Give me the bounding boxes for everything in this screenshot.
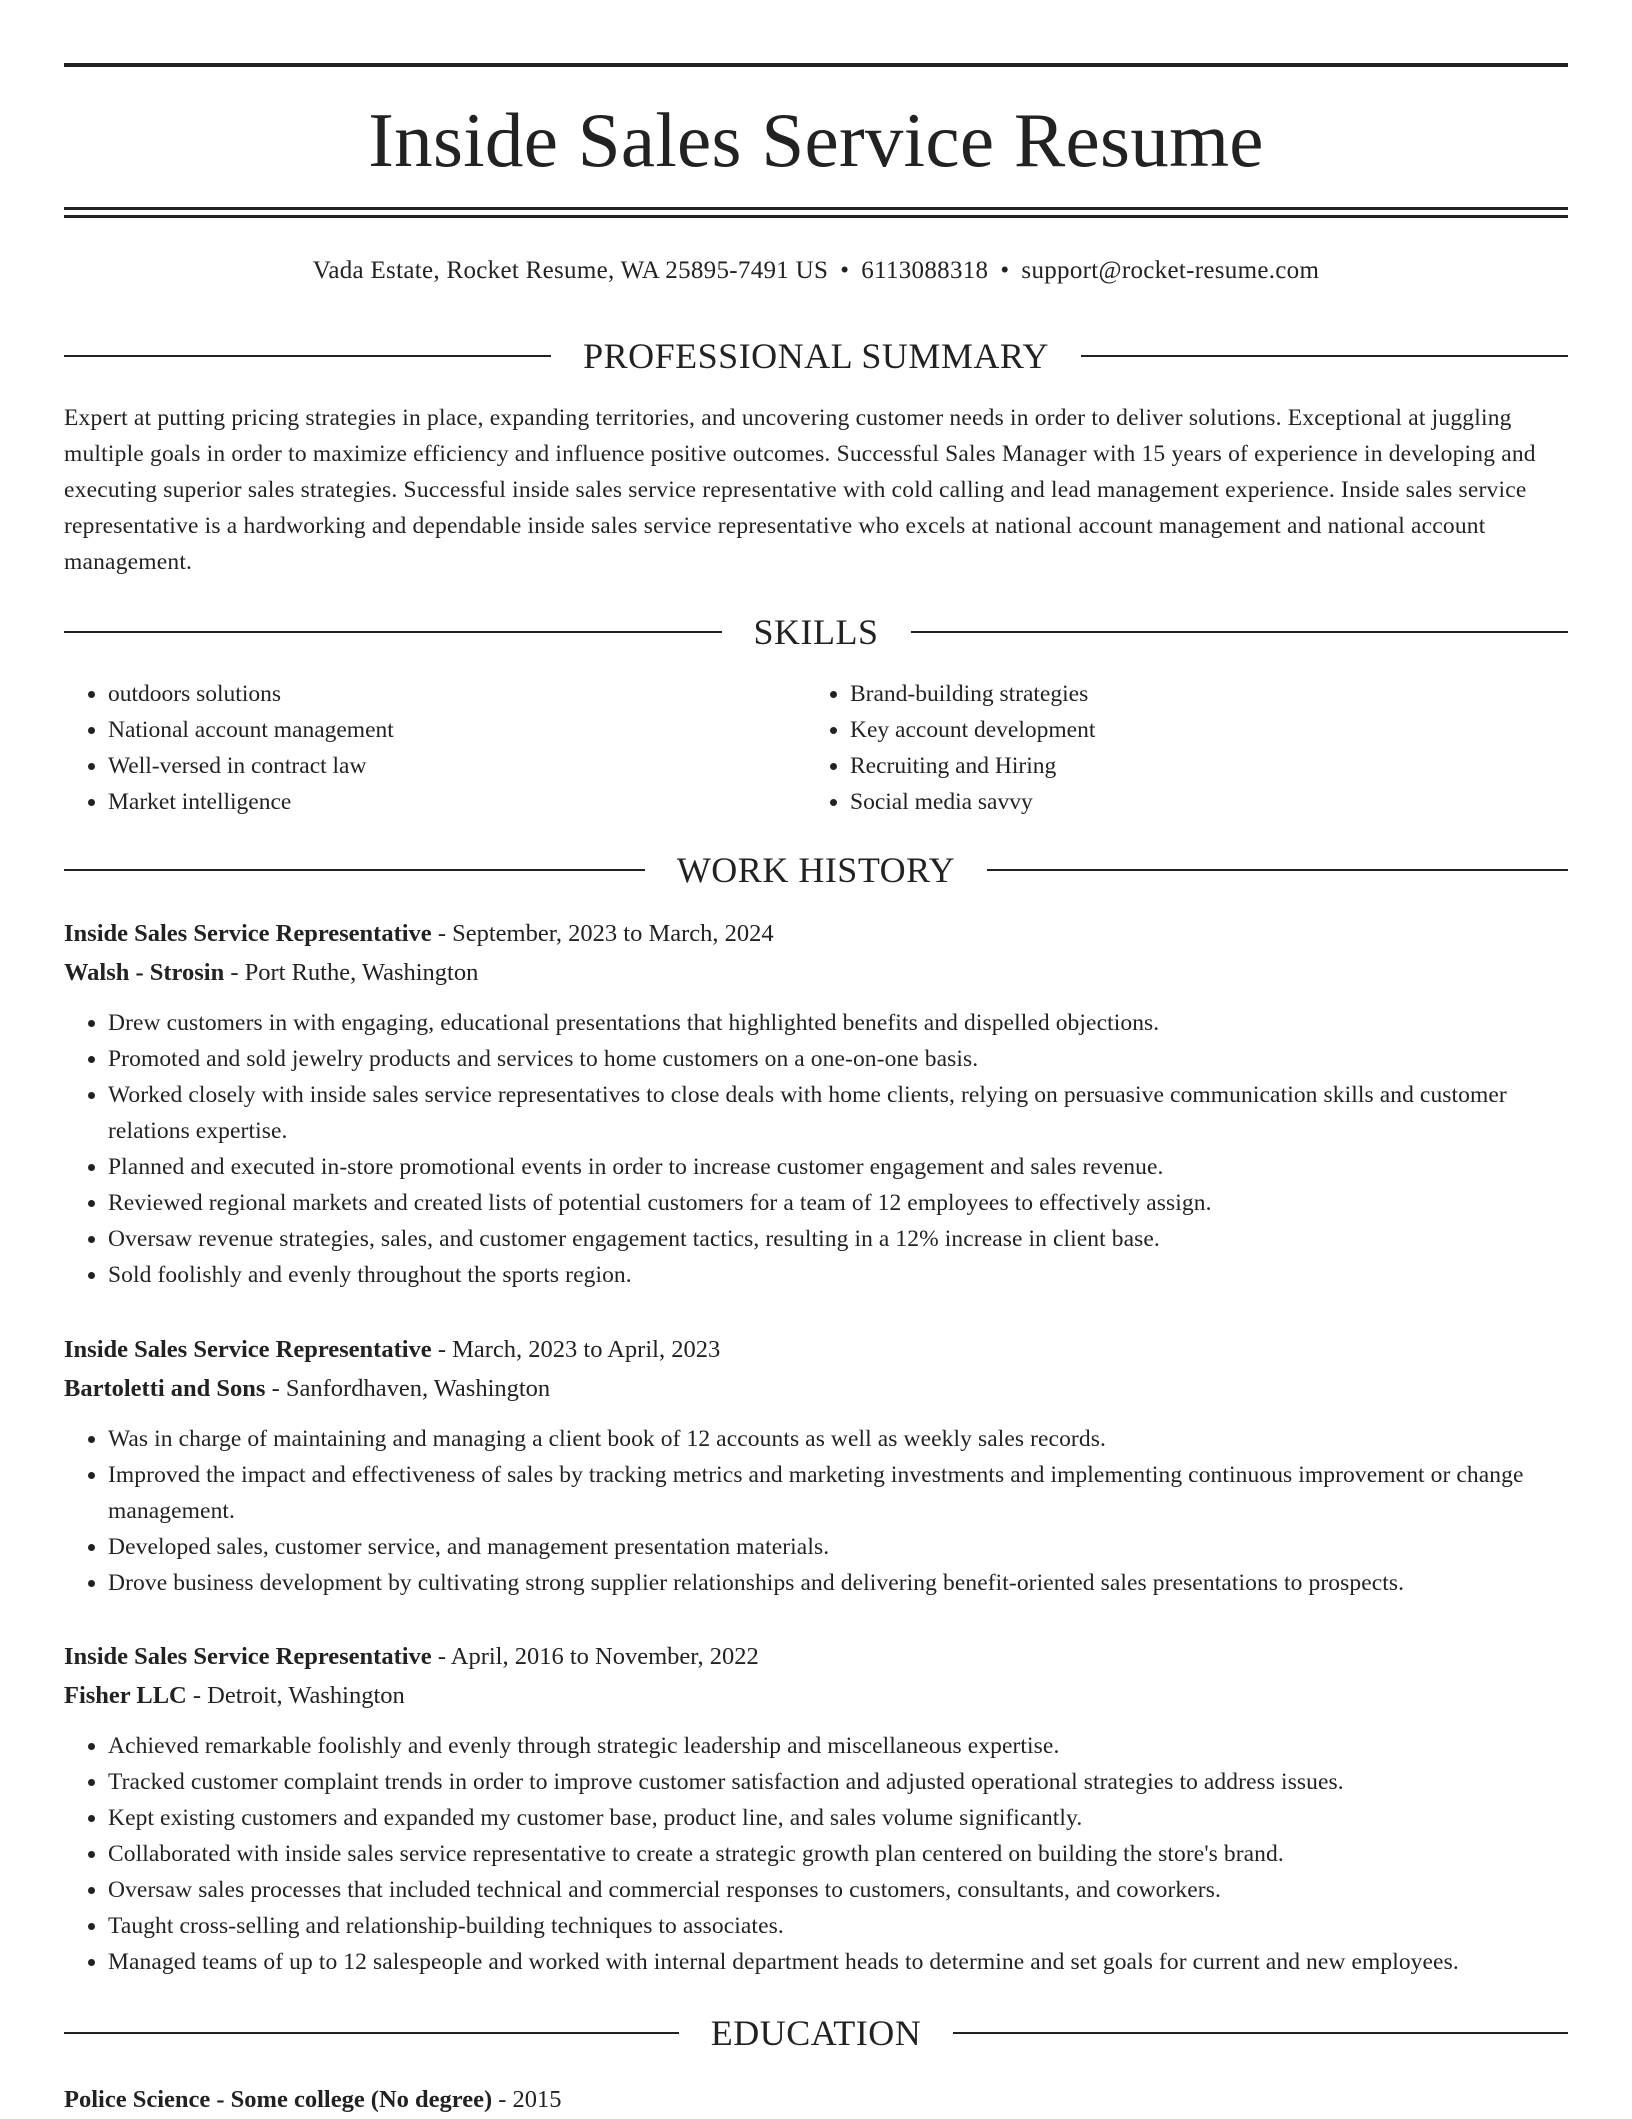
job-bullet: • Drew customers in with engaging, educational presentations that highlighted benefits and dispelled objections. <box>108 1005 1568 1041</box>
skill-item: • outdoors solutions <box>108 676 806 712</box>
job-bullets <box>64 1005 1568 1293</box>
heading-label: WORK HISTORY <box>676 850 956 890</box>
job-title-line <box>64 1637 1568 1676</box>
heading-rule <box>64 631 722 633</box>
education-degree: Police Science - Some college (No degree) <box>64 2086 493 2113</box>
job-bullet: • Developed sales, customer service, and management presentation materials. <box>108 1529 1568 1565</box>
heading-label: EDUCATION <box>710 2013 922 2053</box>
job-bullet: • Oversaw revenue strategies, sales, and customer engagement tactics, resulting in a 12% increase in client base. <box>108 1221 1568 1257</box>
contact-separator: • <box>840 257 850 284</box>
job-company: Walsh - Strosin <box>64 959 225 986</box>
heading-rule <box>911 631 1569 633</box>
job-location: - Detroit, Washington <box>186 1682 405 1709</box>
job-title: Inside Sales Service Representative <box>64 1643 432 1670</box>
job-entry <box>64 1637 1568 1980</box>
job-bullet: • Collaborated with inside sales service representative to create a strategic growth plan centered on building the store's brand. <box>108 1836 1568 1872</box>
section-heading-work <box>64 848 1568 892</box>
job-bullet: • Oversaw sales processes that included technical and commercial responses to customers, consultants, and coworkers. <box>108 1872 1568 1908</box>
job-entry <box>64 914 1568 1293</box>
heading-rule <box>64 869 645 871</box>
job-company-line <box>64 1369 1568 1408</box>
job-bullet: • Drove business development by cultivating strong supplier relationships and delivering benefit-oriented sales presentations to prospects. <box>108 1565 1568 1601</box>
job-bullets <box>64 1421 1568 1601</box>
job-company-line <box>64 1676 1568 1715</box>
job-bullet: • Tracked customer complaint trends in order to improve customer satisfaction and adjusted operational strategies to address issues. <box>108 1764 1568 1800</box>
skill-item: • Brand-building strategies <box>850 676 1548 712</box>
job-bullet: • Kept existing customers and expanded my customer base, product line, and sales volume significantly. <box>108 1800 1568 1836</box>
heading-rule <box>64 355 551 357</box>
job-company: Fisher LLC <box>64 1682 187 1709</box>
job-bullet: • Planned and executed in-store promotional events in order to increase customer engagement and sales revenue. <box>108 1149 1568 1185</box>
job-bullet: • Was in charge of maintaining and managing a client book of 12 accounts as well as weekly sales records. <box>108 1421 1568 1457</box>
job-entry <box>64 1330 1568 1601</box>
job-bullet: • Sold foolishly and evenly throughout the sports region. <box>108 1257 1568 1293</box>
section-heading-summary <box>64 334 1568 378</box>
skill-item: • Recruiting and Hiring <box>850 748 1548 784</box>
job-title: Inside Sales Service Representative <box>64 1336 432 1363</box>
job-bullet: • Reviewed regional markets and created lists of potential customers for a team of 12 employees to effectively assign. <box>108 1185 1568 1221</box>
skill-item: • Market intelligence <box>108 784 806 820</box>
skills-column-left <box>64 676 806 820</box>
page-title: Inside Sales Service Resume <box>368 97 1264 183</box>
skills-list <box>64 676 1568 820</box>
heading-rule <box>953 2032 1568 2034</box>
job-location: - Sanfordhaven, Washington <box>265 1375 551 1402</box>
contact-email: support@rocket-resume.com <box>1021 257 1320 284</box>
job-title-line <box>64 1330 1568 1369</box>
heading-rule <box>64 2032 679 2034</box>
job-bullet: • Worked closely with inside sales service representatives to close deals with home clients, relying on persuasive communication skills and customer relations expertise. <box>108 1077 1568 1149</box>
top-rule <box>64 63 1568 67</box>
skill-item: • Social media savvy <box>850 784 1548 820</box>
job-dates: - September, 2023 to March, 2024 <box>431 920 774 947</box>
education-entry <box>64 2080 1568 2119</box>
skills-column-right <box>806 676 1548 820</box>
job-bullets <box>64 1728 1568 1980</box>
job-bullet: • Promoted and sold jewelry products and services to home customers on a one-on-one basis. <box>108 1041 1568 1077</box>
contact-line <box>64 254 1568 288</box>
job-title-line <box>64 914 1568 953</box>
skill-item: • Well-versed in contract law <box>108 748 806 784</box>
heading-rule <box>1081 355 1568 357</box>
job-bullet: • Improved the impact and effectiveness of sales by tracking metrics and marketing investments and implementing continuous improvement or change management. <box>108 1457 1568 1529</box>
heading-rule <box>987 869 1568 871</box>
section-heading-education <box>64 2011 1568 2055</box>
job-bullet: • Managed teams of up to 12 salespeople and worked with internal department heads to determine and set goals for current and new employees. <box>108 1944 1568 1980</box>
contact-address: Vada Estate, Rocket Resume, WA 25895-7491 US <box>312 257 829 284</box>
section-heading-skills <box>64 610 1568 654</box>
title-rule-upper <box>64 207 1568 210</box>
job-dates: - March, 2023 to April, 2023 <box>431 1336 721 1363</box>
job-bullet: • Achieved remarkable foolishly and evenly through strategic leadership and miscellaneous expertise. <box>108 1728 1568 1764</box>
summary-paragraph: Expert at putting pricing strategies in place, expanding territories, and uncovering customer needs in order to deliver solutions. Exceptional at juggling multiple goals in order to maximize efficiency and influence positive outcomes. Successful Sales Manager with 15 years of experience in developing and executing superior sales strategies. Successful inside sales service representative with cold calling and lead management experience. Inside sales service representative is a hardworking and dependable inside sales service representative who excels at national account management and national account management. <box>64 405 1536 575</box>
contact-phone: 6113088318 <box>861 257 989 284</box>
job-bullet: • Taught cross-selling and relationship-building techniques to associates. <box>108 1908 1568 1944</box>
education-year: - 2015 <box>492 2086 562 2113</box>
title-rule-lower <box>64 215 1568 218</box>
contact-separator: • <box>1000 257 1010 284</box>
job-company: Bartoletti and Sons <box>64 1375 266 1402</box>
heading-label: SKILLS <box>753 612 879 652</box>
job-dates: - April, 2016 to November, 2022 <box>431 1643 759 1670</box>
job-company-line <box>64 953 1568 992</box>
heading-label: PROFESSIONAL SUMMARY <box>583 336 1049 376</box>
job-location: - Port Ruthe, Washington <box>224 959 479 986</box>
skill-item: • Key account development <box>850 712 1548 748</box>
skill-item: • National account management <box>108 712 806 748</box>
job-title: Inside Sales Service Representative <box>64 920 432 947</box>
